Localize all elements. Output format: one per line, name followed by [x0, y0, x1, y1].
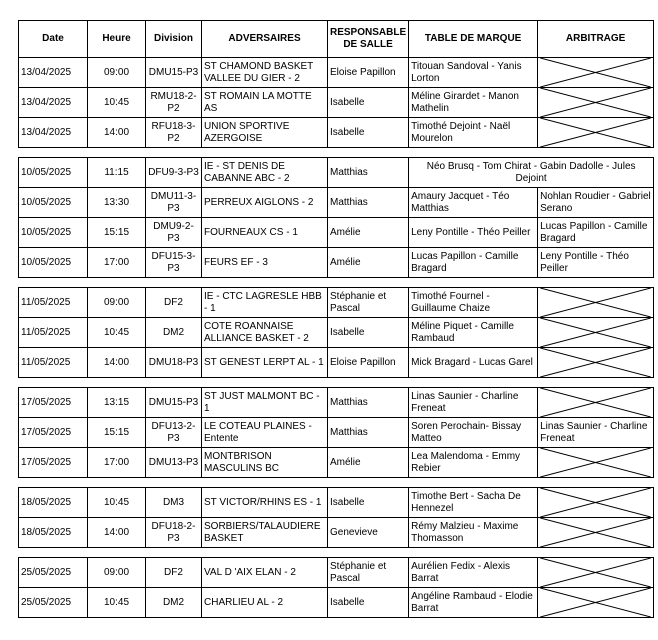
cell-heure: 14:00 [88, 118, 146, 148]
cell-division: DMU15-P3 [146, 58, 202, 88]
cell-table-de-marque: Soren Perochain- Bissay Matteo [409, 418, 538, 448]
cell-date: 13/04/2025 [19, 88, 88, 118]
cell-table-de-marque: Linas Saunier - Charline Freneat [409, 388, 538, 418]
match-row [19, 448, 654, 478]
cell-division: DM2 [146, 588, 202, 618]
cell-heure: 09:00 [88, 288, 146, 318]
cell-division: DF2 [146, 558, 202, 588]
match-row [19, 88, 654, 118]
cell-date: 13/04/2025 [19, 58, 88, 88]
header-row [19, 21, 654, 58]
cell-heure: 10:45 [88, 318, 146, 348]
cell-division: RFU18-3-P2 [146, 118, 202, 148]
cell-heure: 14:00 [88, 518, 146, 548]
cell-arbitrage-crossed [538, 88, 654, 118]
cell-date: 10/05/2025 [19, 188, 88, 218]
cell-adversaire: FOURNEAUX CS - 1 [202, 218, 328, 248]
header-table-de-marque: TABLE DE MARQUE [409, 21, 538, 58]
cell-date: 11/05/2025 [19, 288, 88, 318]
schedule-table [18, 20, 654, 618]
match-row [19, 288, 654, 318]
cell-adversaire: IE - ST DENIS DE CABANNE ABC - 2 [202, 158, 328, 188]
cell-table-de-marque: Aurélien Fedix - Alexis Barrat [409, 558, 538, 588]
cell-date: 18/05/2025 [19, 518, 88, 548]
cell-heure: 17:00 [88, 448, 146, 478]
group-spacer-cell [19, 278, 654, 288]
cell-table-de-marque: Lea Malendoma - Emmy Rebier [409, 448, 538, 478]
cell-date: 11/05/2025 [19, 348, 88, 378]
match-row [19, 348, 654, 378]
cell-responsable: Eloise Papillon [328, 348, 409, 378]
cell-table-de-marque: Rémy Malzieu - Maxime Thomasson [409, 518, 538, 548]
group-spacer [19, 548, 654, 558]
cross-out-icon [538, 318, 653, 347]
group-spacer [19, 278, 654, 288]
cross-out-icon [538, 518, 653, 547]
cell-heure: 10:45 [88, 588, 146, 618]
cell-heure: 13:30 [88, 188, 146, 218]
cell-responsable: Amélie [328, 448, 409, 478]
cell-date: 11/05/2025 [19, 318, 88, 348]
header-division: Division [146, 21, 202, 58]
cell-heure: 15:15 [88, 218, 146, 248]
cell-table-de-marque: Néo Brusq - Tom Chirat - Gabin Dadolle - Jules Dejoint [409, 158, 654, 188]
cell-division: DMU9-2-P3 [146, 218, 202, 248]
cell-arbitrage-crossed [538, 388, 654, 418]
cell-arbitrage-crossed [538, 518, 654, 548]
cell-arbitrage-crossed [538, 488, 654, 518]
group-spacer [19, 478, 654, 488]
cell-responsable: Matthias [328, 158, 409, 188]
match-row [19, 558, 654, 588]
cell-heure: 17:00 [88, 248, 146, 278]
cell-date: 25/05/2025 [19, 588, 88, 618]
match-row [19, 248, 654, 278]
cell-responsable: Stéphanie et Pascal [328, 558, 409, 588]
cell-date: 25/05/2025 [19, 558, 88, 588]
cell-date: 18/05/2025 [19, 488, 88, 518]
header-responsable: RESPONSABLE DE SALLE [328, 21, 409, 58]
cell-division: DMU18-P3 [146, 348, 202, 378]
cell-date: 17/05/2025 [19, 388, 88, 418]
cell-heure: 09:00 [88, 58, 146, 88]
cell-responsable: Isabelle [328, 88, 409, 118]
cell-heure: 15:15 [88, 418, 146, 448]
cross-out-icon [538, 448, 653, 477]
match-row [19, 388, 654, 418]
cell-division: DM3 [146, 488, 202, 518]
cell-adversaire: IE - CTC LAGRESLE HBB - 1 [202, 288, 328, 318]
match-row [19, 488, 654, 518]
cross-out-icon [538, 88, 653, 117]
cell-division: DMU15-P3 [146, 388, 202, 418]
group-spacer [19, 148, 654, 158]
cell-division: DF2 [146, 288, 202, 318]
cell-table-de-marque: Amaury Jacquet - Téo Matthias [409, 188, 538, 218]
header-arbitrage: ARBITRAGE [538, 21, 654, 58]
cell-adversaire: ST JUST MALMONT BC - 1 [202, 388, 328, 418]
cell-heure: 10:45 [88, 88, 146, 118]
cell-adversaire: ST CHAMOND BASKET VALLEE DU GIER - 2 [202, 58, 328, 88]
match-row [19, 218, 654, 248]
cross-out-icon [538, 488, 653, 517]
cell-table-de-marque: Méline Girardet - Manon Mathelin [409, 88, 538, 118]
cell-arbitrage-crossed [538, 58, 654, 88]
cross-out-icon [538, 348, 653, 377]
cell-responsable: Matthias [328, 188, 409, 218]
cross-out-icon [538, 388, 653, 417]
cell-responsable: Amélie [328, 248, 409, 278]
cell-division: DFU15-3-P3 [146, 248, 202, 278]
group-spacer-cell [19, 478, 654, 488]
cell-responsable: Genevieve [328, 518, 409, 548]
cell-table-de-marque: Angéline Rambaud - Elodie Barrat [409, 588, 538, 618]
cell-responsable: Matthias [328, 418, 409, 448]
cell-responsable: Matthias [328, 388, 409, 418]
cell-arbitrage-crossed [538, 348, 654, 378]
cell-arbitrage-crossed [538, 318, 654, 348]
cell-date: 10/05/2025 [19, 248, 88, 278]
match-row [19, 418, 654, 448]
cell-arbitrage: Linas Saunier - Charline Freneat [538, 418, 654, 448]
cell-arbitrage-crossed [538, 588, 654, 618]
cell-division: RMU18-2-P2 [146, 88, 202, 118]
cell-adversaire: PERREUX AIGLONS - 2 [202, 188, 328, 218]
cell-heure: 10:45 [88, 488, 146, 518]
cell-date: 13/04/2025 [19, 118, 88, 148]
header-adversaires: ADVERSAIRES [202, 21, 328, 58]
cross-out-icon [538, 588, 653, 617]
cell-table-de-marque: Timothé Fournel - Guillaume Chaize [409, 288, 538, 318]
cell-arbitrage: Leny Pontille - Théo Peiller [538, 248, 654, 278]
cell-arbitrage-crossed [538, 118, 654, 148]
cell-adversaire: MONTBRISON MASCULINS BC [202, 448, 328, 478]
cell-responsable: Isabelle [328, 318, 409, 348]
cell-division: DFU18-2-P3 [146, 518, 202, 548]
cell-responsable: Isabelle [328, 588, 409, 618]
cell-table-de-marque: Timothé Dejoint - Naël Mourelon [409, 118, 538, 148]
cell-table-de-marque: Leny Pontille - Théo Peiller [409, 218, 538, 248]
schedule-sheet [18, 20, 654, 618]
schedule-body [19, 58, 654, 618]
cell-adversaire: ST VICTOR/RHINS ES - 1 [202, 488, 328, 518]
cell-table-de-marque: Mick Bragard - Lucas Garel [409, 348, 538, 378]
header-date: Date [19, 21, 88, 58]
cell-heure: 13:15 [88, 388, 146, 418]
cell-table-de-marque: Lucas Papillon - Camille Bragard [409, 248, 538, 278]
cell-arbitrage-crossed [538, 558, 654, 588]
cell-adversaire: SORBIERS/TALAUDIERE BASKET [202, 518, 328, 548]
cell-table-de-marque: Titouan Sandoval - Yanis Lorton [409, 58, 538, 88]
cell-division: DM2 [146, 318, 202, 348]
match-row [19, 518, 654, 548]
cell-date: 10/05/2025 [19, 218, 88, 248]
cell-adversaire: UNION SPORTIVE AZERGOISE [202, 118, 328, 148]
cell-adversaire: VAL D 'AIX ELAN - 2 [202, 558, 328, 588]
group-spacer-cell [19, 548, 654, 558]
cell-responsable: Amélie [328, 218, 409, 248]
cell-responsable: Stéphanie et Pascal [328, 288, 409, 318]
match-row [19, 318, 654, 348]
match-row [19, 58, 654, 88]
cell-arbitrage-crossed [538, 288, 654, 318]
cross-out-icon [538, 118, 653, 147]
group-spacer-cell [19, 148, 654, 158]
group-spacer [19, 378, 654, 388]
cell-adversaire: COTE ROANNAISE ALLIANCE BASKET - 2 [202, 318, 328, 348]
cell-heure: 11:15 [88, 158, 146, 188]
cell-arbitrage: Lucas Papillon - Camille Bragard [538, 218, 654, 248]
cell-arbitrage: Nohlan Roudier - Gabriel Serano [538, 188, 654, 218]
match-row [19, 118, 654, 148]
cell-division: DFU13-2-P3 [146, 418, 202, 448]
cell-division: DMU11-3-P3 [146, 188, 202, 218]
cell-heure: 09:00 [88, 558, 146, 588]
cell-adversaire: ST GENEST LERPT AL - 1 [202, 348, 328, 378]
cell-date: 17/05/2025 [19, 448, 88, 478]
cell-date: 10/05/2025 [19, 158, 88, 188]
cell-adversaire: LE COTEAU PLAINES - Entente [202, 418, 328, 448]
cross-out-icon [538, 558, 653, 587]
cross-out-icon [538, 58, 653, 87]
match-row [19, 588, 654, 618]
cell-division: DFU9-3-P3 [146, 158, 202, 188]
cell-table-de-marque: Timothe Bert - Sacha De Hennezel [409, 488, 538, 518]
cell-adversaire: CHARLIEU AL - 2 [202, 588, 328, 618]
cell-responsable: Isabelle [328, 488, 409, 518]
cross-out-icon [538, 288, 653, 317]
cell-arbitrage-crossed [538, 448, 654, 478]
group-spacer-cell [19, 378, 654, 388]
cell-date: 17/05/2025 [19, 418, 88, 448]
match-row [19, 158, 654, 188]
match-row [19, 188, 654, 218]
header-heure: Heure [88, 21, 146, 58]
cell-table-de-marque: Méline Piquet - Camille Rambaud [409, 318, 538, 348]
cell-division: DMU13-P3 [146, 448, 202, 478]
cell-responsable: Eloise Papillon [328, 58, 409, 88]
cell-responsable: Isabelle [328, 118, 409, 148]
cell-adversaire: FEURS EF - 3 [202, 248, 328, 278]
cell-heure: 14:00 [88, 348, 146, 378]
cell-adversaire: ST ROMAIN LA MOTTE AS [202, 88, 328, 118]
